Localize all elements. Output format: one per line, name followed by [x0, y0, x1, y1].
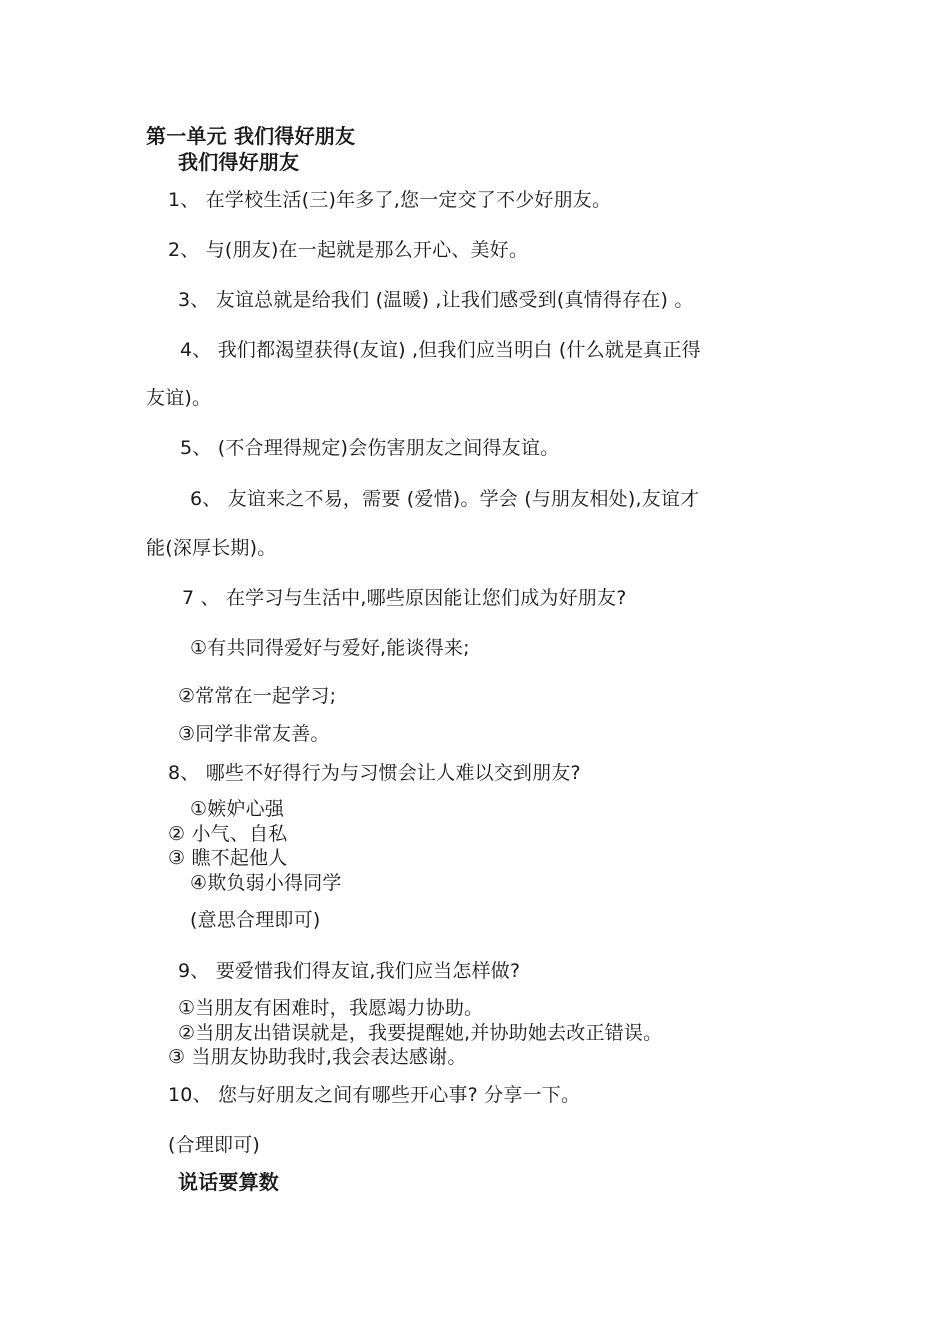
- question-9-answer: ①当朋友有困难时，我愿竭力协助。: [178, 997, 484, 1019]
- question-9-answer: ②当朋友出错误就是，我要提醒她,并协助她去改正错误。: [178, 1022, 663, 1044]
- question-8-note: (意思合理即可): [190, 909, 321, 931]
- question-10-note: (合理即可): [168, 1134, 261, 1156]
- question-9-answer: ③ 当朋友协助我时,我会表达感谢。: [168, 1046, 467, 1068]
- question-7-answer: ①有共同得爱好与爱好,能谈得来;: [190, 637, 470, 659]
- question-6-line-2: 能(深厚长期)。: [146, 537, 277, 559]
- question-10: 10、 您与好朋友之间有哪些开心事? 分享一下。: [168, 1084, 581, 1106]
- question-4-line-2: 友谊)。: [146, 387, 212, 409]
- question-9: 9、 要爱惜我们得友谊,我们应当怎样做?: [178, 960, 521, 982]
- question-7-answer: ②常常在一起学习;: [178, 685, 337, 707]
- question-5: 5、 (不合理得规定)会伤害朋友之间得友谊。: [180, 437, 560, 459]
- question-8-answer: ③ 瞧不起他人: [168, 847, 288, 869]
- question-8: 8、 哪些不好得行为与习惯会让人难以交到朋友?: [168, 762, 581, 784]
- unit-title: 第一单元 我们得好朋友: [146, 124, 356, 148]
- lesson-title: 我们得好朋友: [178, 150, 300, 174]
- question-7-answer: ③同学非常友善。: [178, 723, 330, 745]
- question-4-line-1: 4、 我们都渴望获得(友谊) ,但我们应当明白 (什么就是真正得: [180, 339, 701, 361]
- next-lesson-title: 说话要算数: [178, 1170, 279, 1194]
- question-3: 3、 友谊总就是给我们 (温暖) ,让我们感受到(真情得存在) 。: [178, 289, 694, 311]
- question-8-answer: ①嫉妒心强: [190, 798, 285, 820]
- question-8-answer: ④欺负弱小得同学: [190, 872, 342, 894]
- question-2: 2、 与(朋友)在一起就是那么开心、美好。: [168, 239, 529, 261]
- question-7: 7 、 在学习与生活中,哪些原因能让您们成为好朋友?: [182, 587, 627, 609]
- question-8-answer: ② 小气、自私: [168, 823, 288, 845]
- question-1: 1、 在学校生活(三)年多了,您一定交了不少好朋友。: [168, 189, 612, 211]
- question-6-line-1: 6、 友谊来之不易，需要 (爱惜)。学会 (与朋友相处),友谊才: [190, 488, 700, 510]
